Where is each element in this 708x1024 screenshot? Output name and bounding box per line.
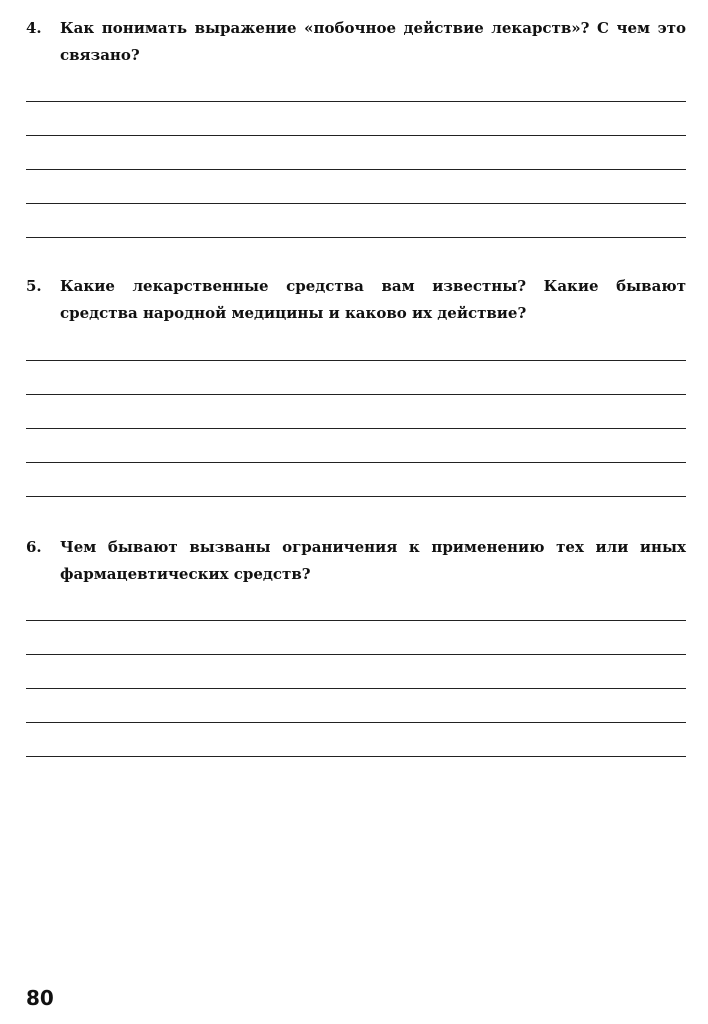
question-4: [26, 15, 686, 69]
question-5-text-block: [26, 273, 686, 327]
answer-line-q4-5[interactable]: [26, 237, 686, 238]
question-6: [26, 534, 686, 588]
question-5-number: 5.: [26, 277, 42, 295]
answer-line-q4-3[interactable]: [26, 169, 686, 170]
answer-line-q4-1[interactable]: [26, 101, 686, 102]
question-6-number: 6.: [26, 538, 42, 556]
page-number: 80: [26, 986, 54, 1010]
answer-line-q5-5[interactable]: [26, 496, 686, 497]
question-5-text: Какие лекарственные средства вам известны? Какие бывают средства народной медицины и каково их действие?: [60, 277, 686, 322]
answer-line-q5-4[interactable]: [26, 462, 686, 463]
answer-line-q5-2[interactable]: [26, 394, 686, 395]
question-4-text: Как понимать выражение «побочное действие лекарств»? С чем это связано?: [60, 19, 686, 64]
question-6-text-block: [26, 534, 686, 588]
answer-line-q6-3[interactable]: [26, 688, 686, 689]
answer-line-q6-1[interactable]: [26, 620, 686, 621]
question-5: [26, 273, 686, 327]
answer-line-q6-5[interactable]: [26, 756, 686, 757]
answer-line-q5-3[interactable]: [26, 428, 686, 429]
answer-line-q4-4[interactable]: [26, 203, 686, 204]
answer-line-q6-2[interactable]: [26, 654, 686, 655]
question-6-text: Чем бывают вызваны ограничения к применению тех или иных фармацевтических средств?: [60, 538, 686, 583]
question-4-number: 4.: [26, 19, 42, 37]
answer-line-q6-4[interactable]: [26, 722, 686, 723]
answer-line-q4-2[interactable]: [26, 135, 686, 136]
question-4-text-block: [26, 15, 686, 69]
answer-line-q5-1[interactable]: [26, 360, 686, 361]
